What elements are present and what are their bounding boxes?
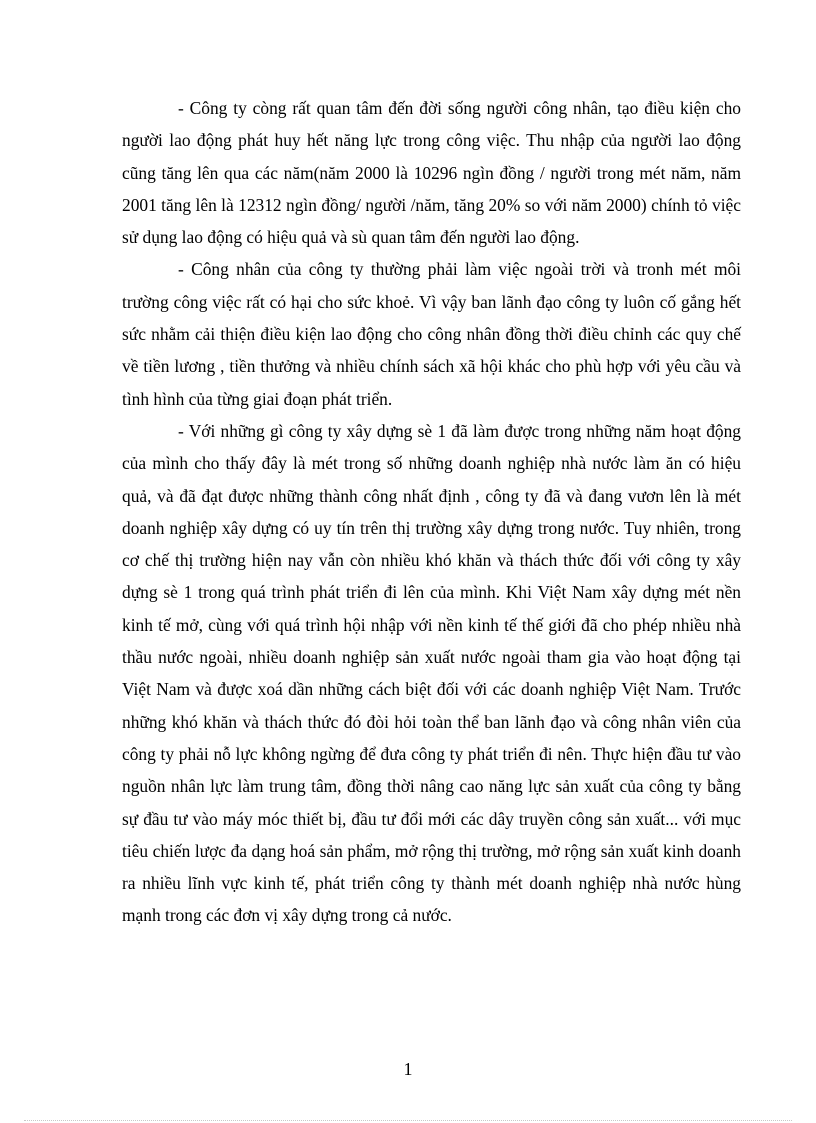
page-bottom-border bbox=[24, 1120, 792, 1121]
body-text bbox=[122, 92, 741, 932]
paragraph-working-conditions: - Công nhân của công ty thường phải làm việc ngoài trời và tronh mét môi trường công việc rất có hại cho sức khoẻ. Vì vậy ban lãnh đạo công ty luôn cố gắng hết sức nhằm cải thiện điều kiện lao động cho công nhân đồng thời điều chỉnh các quy chế về tiền lương , tiền thưởng và nhiều chính sách xã hội khác cho phù hợp với yêu cầu và tình hình của từng giai đoạn phát triển. bbox=[122, 259, 741, 409]
paragraph-worker-welfare: - Công ty còng rất quan tâm đến đời sống người công nhân, tạo điều kiện cho người lao động phát huy hết năng lực trong công việc. Thu nhập của người lao động cũng tăng lên qua các năm(năm 2000 là 10296 ngìn đồng / người trong mét năm, năm 2001 tăng lên là 12312 ngìn đồng/ người /năm, tăng 20% so với năm 2000) chính tỏ việc sử dụng lao động có hiệu quả và sù quan tâm đến người lao động. bbox=[122, 98, 741, 248]
paragraph-company-outlook: - Với những gì công ty xây dựng sè 1 đã làm được trong những năm hoạt động của mình cho thấy đây là mét trong số những doanh nghiệp nhà nước làm ăn có hiệu quả, và đã đạt được những thành công nhất định , công ty đã và đang vươn lên là mét doanh nghiệp xây dựng có uy tín trên thị trường xây dựng trong nước. Tuy nhiên, trong cơ chế thị trường hiện nay vẫn còn nhiều khó khăn và thách thức đối với công ty xây dựng sè 1 trong quá trình phát triển đi lên của mình. Khi Việt Nam xây dựng mét nền kinh tế mở, cùng với quá trình hội nhập với nền kinh tế thế giới đã cho phép nhiều nhà thầu nước ngoài, nhiều doanh nghiệp sản xuất nước ngoài tham gia vào hoạt động tại Việt Nam và được xoá dần những cách biệt đối với các doanh nghiệp Việt Nam. Trước những khó khăn và thách thức đó đòi hỏi toàn thể ban lãnh đạo và công nhân viên của công ty phải nỗ lực không ngừng để đưa công ty phát triển đi nên. Thực hiện đầu tư vào nguồn nhân lực làm trung tâm, đồng thời nâng cao năng lực sản xuất của công ty bằng sự đầu tư vào máy móc thiết bị, đầu tư đổi mới các dây truyền công sản xuất... với mục tiêu chiến lược đa dạng hoá sản phẩm, mở rộng thị trường, mở rộng sản xuất kinh doanh ra nhiều lĩnh vực kinh tế, phát triển công ty thành mét doanh nghiệp nhà nước hùng mạnh trong các đơn vị xây dựng trong cả nước. bbox=[122, 420, 741, 926]
page-number: 1 bbox=[403, 1059, 413, 1079]
